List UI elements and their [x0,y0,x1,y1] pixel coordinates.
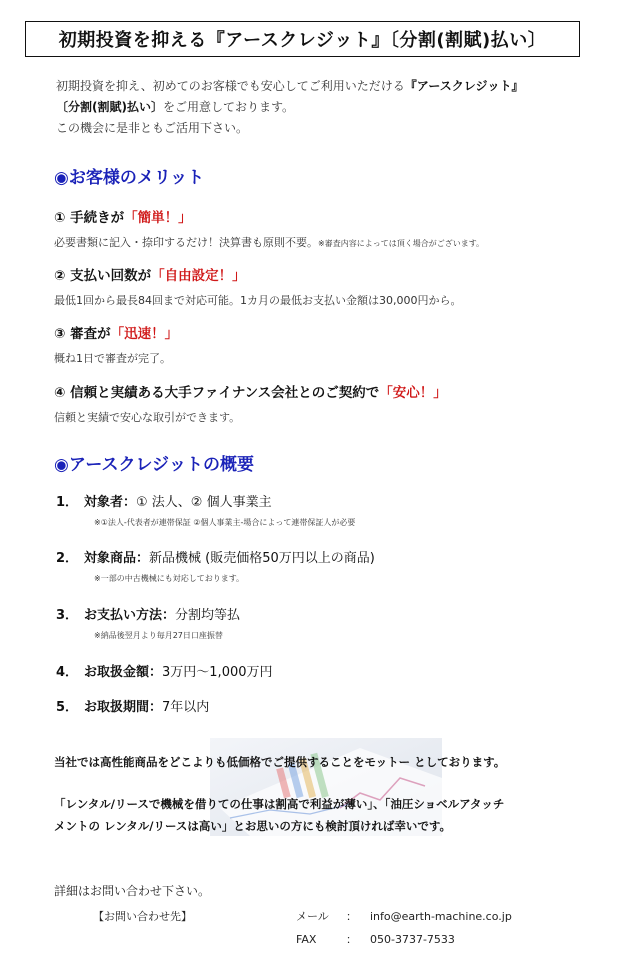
overview-label: お取扱金額： [84,665,163,680]
contact-fax-row [296,931,455,947]
fax-separator: ： [346,933,357,946]
merit-heading: ② 支払い回数が [54,268,152,284]
overview-number: 5． [56,700,79,715]
intro-text: この機会に是非ともご活用下さい。 [56,121,249,135]
overview-label: お支払い方法： [84,608,176,623]
merit-item [54,264,614,308]
overview-note: ※納品後翌月より毎月27日口座振替 [94,631,223,640]
footer-lead: 詳細はお問い合わせ下さい。 [54,884,211,898]
overview-item [56,696,596,715]
overview-value: 新品機械 (販売価格50万円以上の商品) [149,551,375,566]
merit-highlight: 「簡単！」 [124,210,192,226]
pitch-line: 当社では高性能商品をどこよりも低価格でご提供することをモットー としております。 [54,755,506,769]
contact-mail-row [296,908,512,924]
merit-note: ※審査内容によっては頂く場合がございます。 [318,239,485,248]
overview-number: 4． [56,665,79,680]
pitch-line: メントの レンタル/リースは高い」とお思いの方にも検討頂ければ幸いです。 [54,819,451,833]
intro-product-name: 『アースクレジット』 [404,79,524,93]
merits-section-title: ◉お客様のメリット [54,168,205,188]
overview-note: ※①法人-代表者が連帯保証 ②個人事業主-場合によって連帯保証人が必要 [94,518,356,527]
merit-description: 概ね1日で審査が完了。 [54,352,171,365]
overview-label: お取扱期間： [84,700,163,715]
overview-item [56,604,596,641]
merit-item [54,381,614,425]
merit-description: 最低1回から最長84回まで対応可能。1カ月の最低お支払い金額は30,000円から。 [54,294,462,307]
intro-text: 初期投資を抑え、初めてのお客様でも安心してご利用いただける [56,79,405,93]
merit-highlight: 「安心！」 [379,385,447,401]
merit-item [54,206,614,250]
overview-section-title: ◉アースクレジットの概要 [54,455,255,475]
overview-item [56,491,596,528]
page-title: 初期投資を抑える『アースクレジット』〔分割(割賦)払い〕 [25,21,580,57]
pitch-line: 「レンタル/リースで機械を借りての仕事は割高で利益が薄い」、「油圧ショベルアタッチ [54,797,505,811]
overview-value: ① 法人、② 個人事業主 [136,495,272,510]
intro-paragraph [56,76,586,139]
contact-label: 【お問い合わせ先】 [93,910,192,923]
overview-value: 3万円～1,000万円 [162,665,273,680]
merit-highlight: 「迅速！」 [110,326,179,342]
merit-description: 必要書類に記入・捺印するだけ！決算書も原則不要。 [54,236,318,249]
mail-separator: ： [346,910,357,923]
pitch-text [54,751,599,837]
mail-address[interactable]: info@earth-machine.co.jp [370,910,512,923]
intro-payment-type: 〔分割(割賦)払い〕 [56,100,163,114]
merit-heading: ① 手続きが [54,210,125,226]
overview-number: 2． [56,551,79,566]
merit-heading: ④ 信頼と実績ある大手ファイナンス会社とのご契約で [54,385,380,401]
merit-highlight: 「自由設定！」 [151,268,246,284]
overview-item [56,547,596,584]
mail-key: メール [296,910,329,923]
overview-number: 3． [56,608,79,623]
merit-item [54,322,614,366]
overview-label: 対象商品： [84,551,150,566]
fax-key: FAX [296,933,317,946]
overview-label: 対象者： [84,495,137,510]
merit-description: 信頼と実績で安心な取引ができます。 [54,411,241,424]
merit-heading: ③ 審査が [54,326,111,342]
overview-note: ※一部の中古機械にも対応しております。 [94,574,245,583]
fax-number: 050-3737-7533 [370,933,455,946]
intro-text: をご用意しております。 [162,100,295,114]
overview-item [56,661,596,680]
overview-value: 7年以内 [162,700,210,715]
overview-value: 分割均等払 [175,608,241,623]
overview-number: 1． [56,495,79,510]
